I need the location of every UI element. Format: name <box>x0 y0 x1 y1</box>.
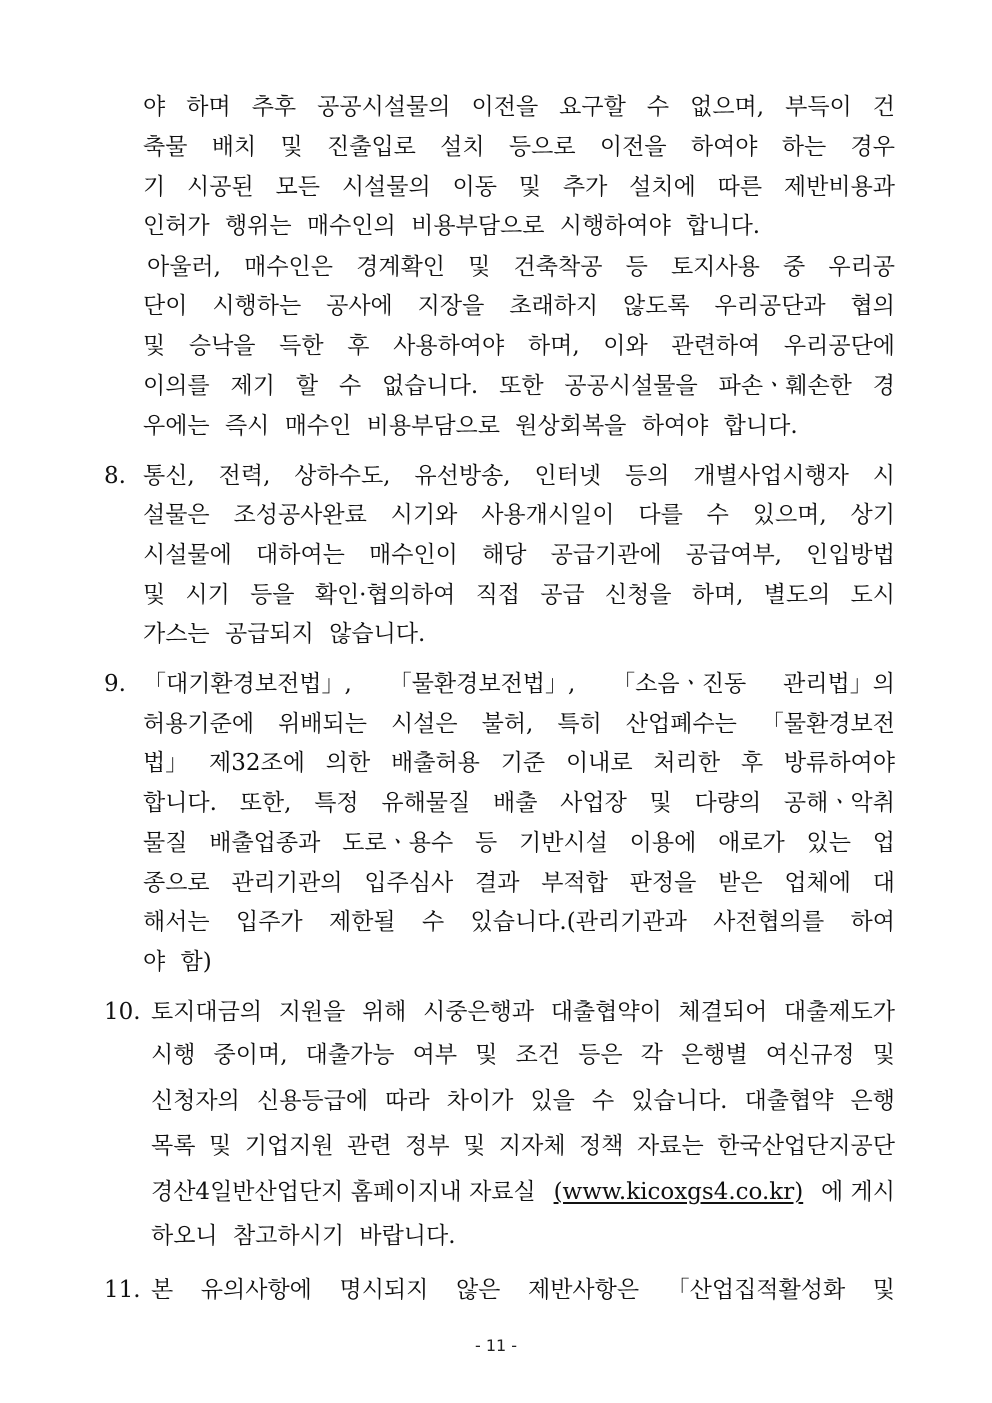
item-10-line-6: 하오니 참고하시기 바랍니다. <box>151 1223 456 1249</box>
continuation-line-2: 축물 배치 및 진출입로 설치 등으로 이전을 하여야 하는 경우 <box>143 134 895 160</box>
item-8-line-4: 및 시기 등을 확인·협의하여 직접 공급 신청을 하며, 별도의 도시 <box>143 582 895 608</box>
item-8-line-3: 시설물에 대하여는 매수인이 해당 공급기관에 공급여부, 인입방법 <box>143 542 895 568</box>
item-8-line-5: 가스는 공급되지 않습니다. <box>143 621 426 647</box>
item-9-line-7: 해서는 입주가 제한될 수 있습니다.(관리기관과 사전협의를 하여 <box>143 909 895 935</box>
item-10-number: 10. <box>104 999 141 1025</box>
item-9-line-1: 「대기환경보전법」, 「물환경보전법」, 「소음ㆍ진동 관리법」의 <box>143 671 895 697</box>
also-line-1: 아울러, 매수인은 경계확인 및 건축착공 등 토지사용 중 우리공 <box>147 254 895 280</box>
item-8-number: 8. <box>104 463 126 489</box>
also-line-2: 단이 시행하는 공사에 지장을 초래하지 않도록 우리공단과 협의 <box>143 293 895 319</box>
page-number: - 11 - <box>474 1336 518 1355</box>
item-10-line-5 <box>151 1177 895 1207</box>
item-10-line-4: 목록 및 기업지원 관련 정부 및 지자체 정책 자료는 한국산업단지공단 <box>151 1133 895 1159</box>
item-9-number: 9. <box>104 671 126 697</box>
item-8-line-1: 통신, 전력, 상하수도, 유선방송, 인터넷 등의 개별사업시행자 시 <box>143 463 895 489</box>
website-link[interactable]: (www.kicoxgs4.co.kr) <box>553 1179 804 1205</box>
item-11-line-1: 본 유의사항에 명시되지 않은 제반사항은 「산업집적활성화 및 <box>151 1277 895 1303</box>
item-9-line-5: 물질 배출업종과 도로ㆍ용수 등 기반시설 이용에 애로가 있는 업 <box>143 830 895 856</box>
item-9-line-2: 허용기준에 위배되는 시설은 불허, 특히 산업폐수는 「물환경보전 <box>143 711 895 737</box>
item-10-line-5-prefix: 경산4일반산업단지 홈페이지내 자료실 <box>151 1179 536 1205</box>
item-8-line-2: 설물은 조성공사완료 시기와 사용개시일이 다를 수 있으며, 상기 <box>143 502 895 528</box>
item-11-number: 11. <box>104 1277 141 1303</box>
item-10-line-2: 시행 중이며, 대출가능 여부 및 조건 등은 각 은행별 여신규정 및 <box>151 1042 895 1068</box>
item-9-line-8: 야 함) <box>143 949 212 975</box>
item-10-line-5-suffix: 에 게시 <box>821 1179 895 1205</box>
continuation-line-1: 야 하며 추후 공공시설물의 이전을 요구할 수 없으며, 부득이 건 <box>143 94 895 120</box>
also-line-3: 및 승낙을 득한 후 사용하여야 하며, 이와 관련하여 우리공단에 <box>143 333 895 359</box>
also-line-4: 이의를 제기 할 수 없습니다. 또한 공공시설물을 파손ㆍ훼손한 경 <box>143 373 895 399</box>
also-line-5: 우에는 즉시 매수인 비용부담으로 원상회복을 하여야 합니다. <box>143 413 798 439</box>
continuation-line-4: 인허가 행위는 매수인의 비용부담으로 시행하여야 합니다. <box>143 213 761 239</box>
item-9-line-3: 법」 제32조에 의한 배출허용 기준 이내로 처리한 후 방류하여야 <box>143 750 895 776</box>
item-9-line-6: 종으로 관리기관의 입주심사 결과 부적합 판정을 받은 업체에 대 <box>143 870 895 896</box>
item-10-line-3: 신청자의 신용등급에 따라 차이가 있을 수 있습니다. 대출협약 은행 <box>151 1088 895 1114</box>
continuation-line-3: 기 시공된 모든 시설물의 이동 및 추가 설치에 따른 제반비용과 <box>143 174 895 200</box>
item-9-line-4: 합니다. 또한, 특정 유해물질 배출 사업장 및 다량의 공해ㆍ악취 <box>143 790 895 816</box>
item-10-line-1: 토지대금의 지원을 위해 시중은행과 대출협약이 체결되어 대출제도가 <box>151 999 895 1025</box>
